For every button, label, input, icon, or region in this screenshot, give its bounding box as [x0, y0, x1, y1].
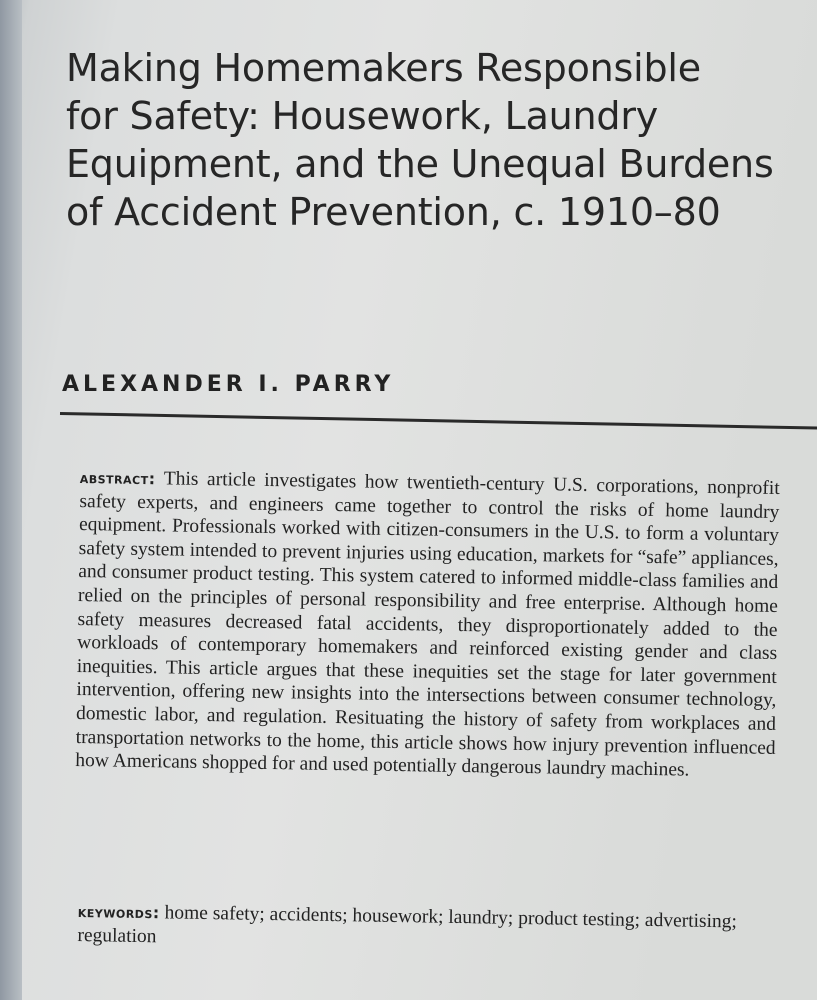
keywords-text: home safety; accidents; housework; laundry; product testing; advertising; regulation [77, 902, 738, 947]
keywords-paragraph [77, 900, 784, 958]
abstract-paragraph [75, 466, 780, 784]
title-line: Making Homemakers Responsible [66, 46, 701, 90]
author-name: ALEXANDER I. PARRY [62, 372, 395, 397]
article-title [66, 44, 786, 236]
title-line: Equipment, and the Unequal Burdens [66, 142, 774, 186]
title-line: of Accident Prevention, c. 1910–80 [66, 190, 721, 234]
abstract-label: abstract: [79, 467, 156, 489]
title-line: for Safety: Housework, Laundry [66, 94, 659, 138]
page-edge-shadow [0, 0, 22, 1000]
abstract-section [75, 466, 780, 784]
abstract-text: This article investigates how twentieth-century U.S. corporations, nonprofit safety experts, and engineers came together to control the risks of home laundry equipment. Professionals worked with citizen-consumers in the U.S. to form a voluntary safety system intended to prevent injuries using education, markets for “safe” appliances, and consumer product testing. This system catered to informed middle-class families and relied on the principles of personal responsibility and free enterprise. Although home safety measures decreased fatal accidents, they disproportionately added to the workloads of contemporary homemakers and reinforced existing gender and class inequities. This article argues that these inequities set the stage for later government intervention, offering new insights into the intersections between consumer technology, domestic labor, and regulation. Resituating the history of safety from workplaces and transportation networks to the home, this article shows how injury prevention influenced how Americans shopped for and used potentially dangerous laundry machines. [75, 468, 780, 781]
keywords-section [77, 900, 784, 958]
title-divider [60, 412, 817, 430]
keywords-label: keywords: [77, 901, 160, 923]
